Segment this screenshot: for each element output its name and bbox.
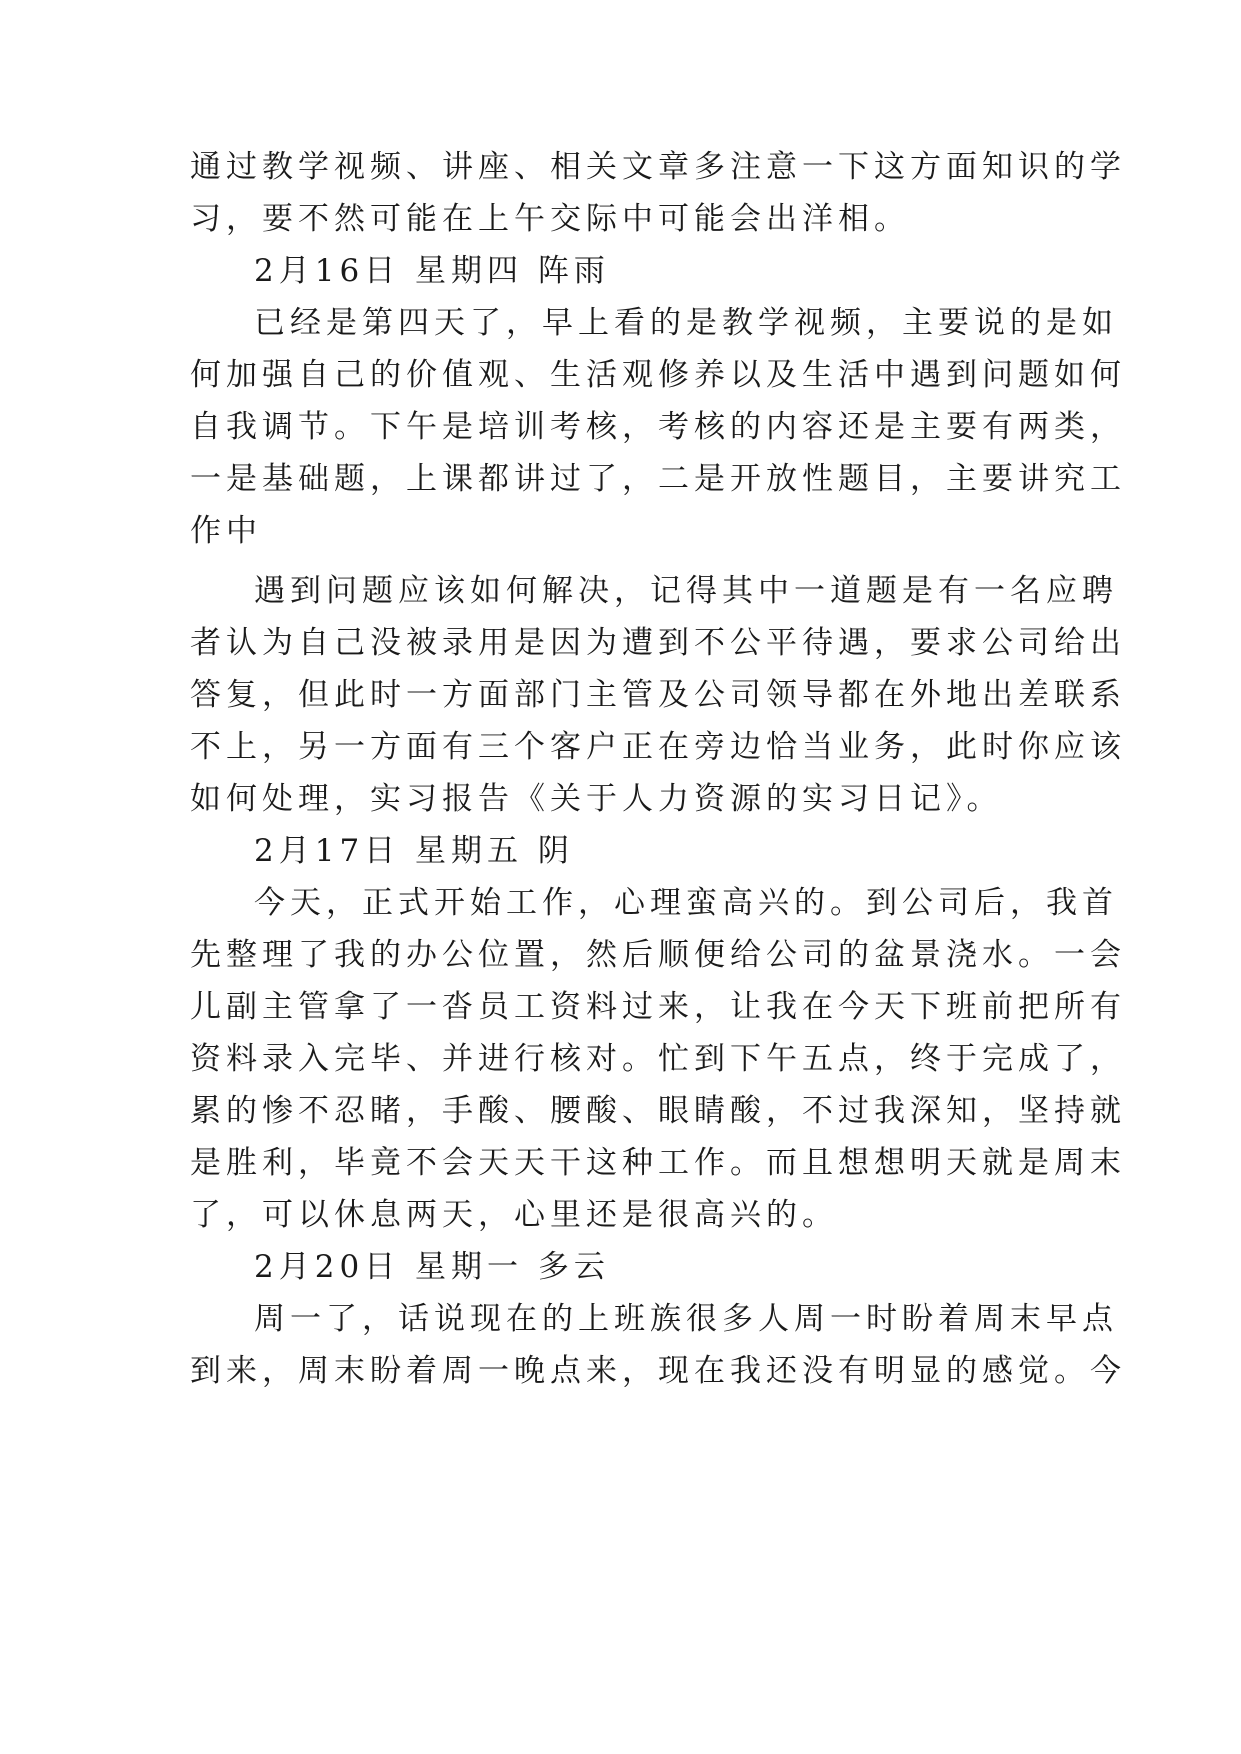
text-line: 答复，但此时一方面部门主管及公司领导都在外地出差联系 [190,677,1126,713]
text-line: 了，可以休息两天，心里还是很高兴的。 [190,1197,838,1233]
text-line: 周一了，话说现在的上班族很多人周一时盼着周末早点 [254,1301,1118,1337]
text-line: 作中 [190,513,262,549]
text-line: 资料录入完毕、并进行核对。忙到下午五点，终于完成了， [190,1041,1126,1077]
text-line: 不上，另一方面有三个客户正在旁边恰当业务，此时你应该 [190,729,1126,765]
diary-date-heading: 2月17日 星期五 阴 [254,833,574,869]
text-line: 一是基础题，上课都讲过了，二是开放性题目，主要讲究工 [190,461,1126,497]
text-line: 者认为自己没被录用是因为遭到不公平待遇，要求公司给出 [190,625,1126,661]
text-line: 儿副主管拿了一沓员工资料过来，让我在今天下班前把所有 [190,989,1126,1025]
text-line: 今天，正式开始工作，心理蛮高兴的。到公司后，我首 [254,885,1118,921]
text-line: 如何处理，实习报告《关于人力资源的实习日记》。 [190,781,1003,817]
text-line: 遇到问题应该如何解决，记得其中一道题是有一名应聘 [254,573,1118,609]
text-line: 习，要不然可能在上午交际中可能会出洋相。 [190,201,910,237]
text-line: 到来，周末盼着周一晚点来，现在我还没有明显的感觉。今 [190,1353,1126,1389]
text-line: 是胜利，毕竟不会天天干这种工作。而且想想明天就是周末 [190,1145,1126,1181]
diary-date-heading: 2月20日 星期一 多云 [254,1249,610,1285]
text-line: 通过教学视频、讲座、相关文章多注意一下这方面知识的学 [190,149,1126,185]
text-line: 自我调节。下午是培训考核，考核的内容还是主要有两类， [190,409,1126,445]
text-line: 累的惨不忍睹，手酸、腰酸、眼睛酸，不过我深知，坚持就 [190,1093,1126,1129]
text-line: 何加强自己的价值观、生活观修养以及生活中遇到问题如何 [190,357,1126,393]
text-line: 已经是第四天了，早上看的是教学视频，主要说的是如 [254,305,1118,341]
text-line: 先整理了我的办公位置，然后顺便给公司的盆景浇水。一会 [190,937,1126,973]
diary-date-heading: 2月16日 星期四 阵雨 [254,253,610,289]
